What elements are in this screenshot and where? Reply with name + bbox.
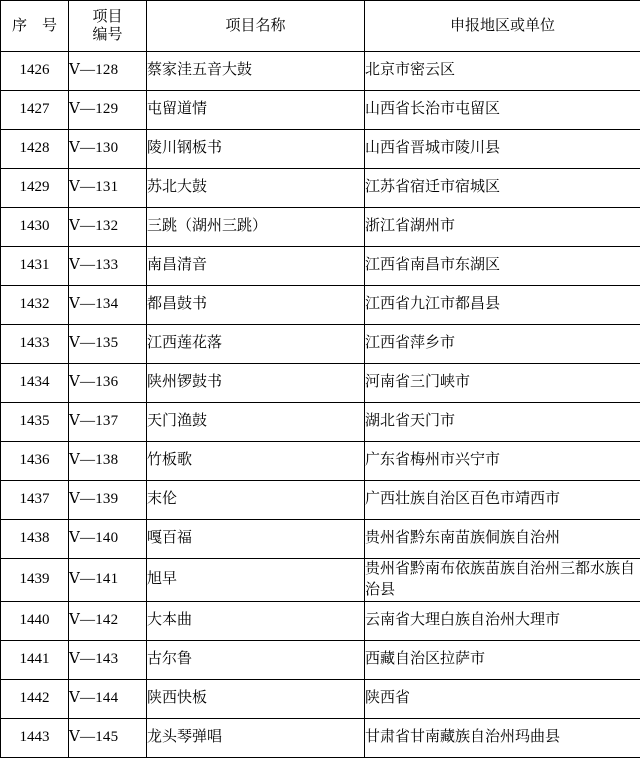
table-row — [1, 719, 640, 758]
cell-sequence: 1436 — [1, 442, 69, 481]
cell-region: 云南省大理白族自治州大理市 — [365, 602, 640, 641]
cell-code: Ⅴ—137 — [69, 403, 147, 442]
table-row — [1, 169, 640, 208]
cell-sequence: 1428 — [1, 130, 69, 169]
cell-region: 贵州省黔东南苗族侗族自治州 — [365, 520, 640, 559]
cell-sequence: 1437 — [1, 481, 69, 520]
cell-code: Ⅴ—138 — [69, 442, 147, 481]
cell-code: Ⅴ—129 — [69, 91, 147, 130]
cell-code: Ⅴ—139 — [69, 481, 147, 520]
cell-project-name: 古尔鲁 — [147, 641, 365, 680]
table-row — [1, 481, 640, 520]
cell-code: Ⅴ—140 — [69, 520, 147, 559]
table-row — [1, 91, 640, 130]
column-header-region-label: 申报地区或单位 — [450, 17, 555, 35]
cell-project-name: 苏北大鼓 — [147, 169, 365, 208]
cell-region: 陕西省 — [365, 680, 640, 719]
table-row — [1, 52, 640, 91]
column-header-region — [365, 1, 640, 52]
cell-project-name: 三跳（湖州三跳） — [147, 208, 365, 247]
cell-code: Ⅴ—130 — [69, 130, 147, 169]
cell-project-name: 大本曲 — [147, 602, 365, 641]
cell-sequence: 1439 — [1, 559, 69, 602]
cell-project-name: 陵川钢板书 — [147, 130, 365, 169]
table-row — [1, 208, 640, 247]
cell-sequence: 1430 — [1, 208, 69, 247]
cell-project-name: 屯留道情 — [147, 91, 365, 130]
cell-region: 广西壮族自治区百色市靖西市 — [365, 481, 640, 520]
table-row — [1, 520, 640, 559]
column-header-name-label: 项目名称 — [225, 17, 285, 35]
table-row — [1, 364, 640, 403]
cell-region: 浙江省湖州市 — [365, 208, 640, 247]
cell-sequence: 1431 — [1, 247, 69, 286]
cell-sequence: 1442 — [1, 680, 69, 719]
cell-project-name: 江西莲花落 — [147, 325, 365, 364]
cell-region: 江苏省宿迁市宿城区 — [365, 169, 640, 208]
table-body — [1, 52, 640, 758]
cell-project-name: 竹板歌 — [147, 442, 365, 481]
cell-code: Ⅴ—144 — [69, 680, 147, 719]
cell-region: 山西省长治市屯留区 — [365, 91, 640, 130]
cell-region: 西藏自治区拉萨市 — [365, 641, 640, 680]
cell-region: 广东省梅州市兴宁市 — [365, 442, 640, 481]
cell-code: Ⅴ—142 — [69, 602, 147, 641]
column-header-sequence-label: 序 号 — [12, 17, 57, 35]
cell-code: Ⅴ—135 — [69, 325, 147, 364]
column-header-code — [69, 1, 147, 52]
table-row — [1, 403, 640, 442]
table-row — [1, 602, 640, 641]
table-row — [1, 286, 640, 325]
cell-region: 湖北省天门市 — [365, 403, 640, 442]
cell-region: 河南省三门峡市 — [365, 364, 640, 403]
cell-sequence: 1426 — [1, 52, 69, 91]
cell-project-name: 龙头琴弹唱 — [147, 719, 365, 758]
cell-region: 山西省晋城市陵川县 — [365, 130, 640, 169]
cell-code: Ⅴ—131 — [69, 169, 147, 208]
cell-project-name: 南昌清音 — [147, 247, 365, 286]
cell-project-name: 末伦 — [147, 481, 365, 520]
table-row — [1, 247, 640, 286]
cell-code: Ⅴ—128 — [69, 52, 147, 91]
table-row — [1, 442, 640, 481]
cell-sequence: 1432 — [1, 286, 69, 325]
cell-sequence: 1433 — [1, 325, 69, 364]
cell-region: 北京市密云区 — [365, 52, 640, 91]
cell-sequence: 1427 — [1, 91, 69, 130]
cell-project-name: 蔡家洼五音大鼓 — [147, 52, 365, 91]
cell-project-name: 陕西快板 — [147, 680, 365, 719]
cell-sequence: 1438 — [1, 520, 69, 559]
cell-project-name: 都昌鼓书 — [147, 286, 365, 325]
cell-sequence: 1434 — [1, 364, 69, 403]
cell-region: 甘肃省甘南藏族自治州玛曲县 — [365, 719, 640, 758]
cell-sequence: 1435 — [1, 403, 69, 442]
cell-code: Ⅴ—136 — [69, 364, 147, 403]
cell-region: 贵州省黔南布依族苗族自治州三都水族自治县 — [365, 559, 640, 602]
cell-region: 江西省萍乡市 — [365, 325, 640, 364]
column-header-code-label-line2: 编号 — [92, 26, 122, 44]
table-row — [1, 325, 640, 364]
column-header-code-label-line1: 项目 — [92, 8, 122, 26]
cell-code: Ⅴ—141 — [69, 559, 147, 602]
cell-code: Ⅴ—132 — [69, 208, 147, 247]
table-header-row — [1, 1, 640, 52]
column-header-name — [147, 1, 365, 52]
cell-region: 江西省南昌市东湖区 — [365, 247, 640, 286]
cell-sequence: 1443 — [1, 719, 69, 758]
cell-region: 江西省九江市都昌县 — [365, 286, 640, 325]
cell-project-name: 嘎百福 — [147, 520, 365, 559]
cell-sequence: 1429 — [1, 169, 69, 208]
table-row — [1, 680, 640, 719]
table-row — [1, 641, 640, 680]
table-row — [1, 130, 640, 169]
cell-sequence: 1440 — [1, 602, 69, 641]
table-row — [1, 559, 640, 602]
cell-code: Ⅴ—143 — [69, 641, 147, 680]
cell-code: Ⅴ—133 — [69, 247, 147, 286]
cell-code: Ⅴ—134 — [69, 286, 147, 325]
cell-project-name: 旭早 — [147, 559, 365, 602]
cell-code: Ⅴ—145 — [69, 719, 147, 758]
cell-project-name: 天门渔鼓 — [147, 403, 365, 442]
cell-project-name: 陕州锣鼓书 — [147, 364, 365, 403]
column-header-sequence — [1, 1, 69, 52]
cell-sequence: 1441 — [1, 641, 69, 680]
